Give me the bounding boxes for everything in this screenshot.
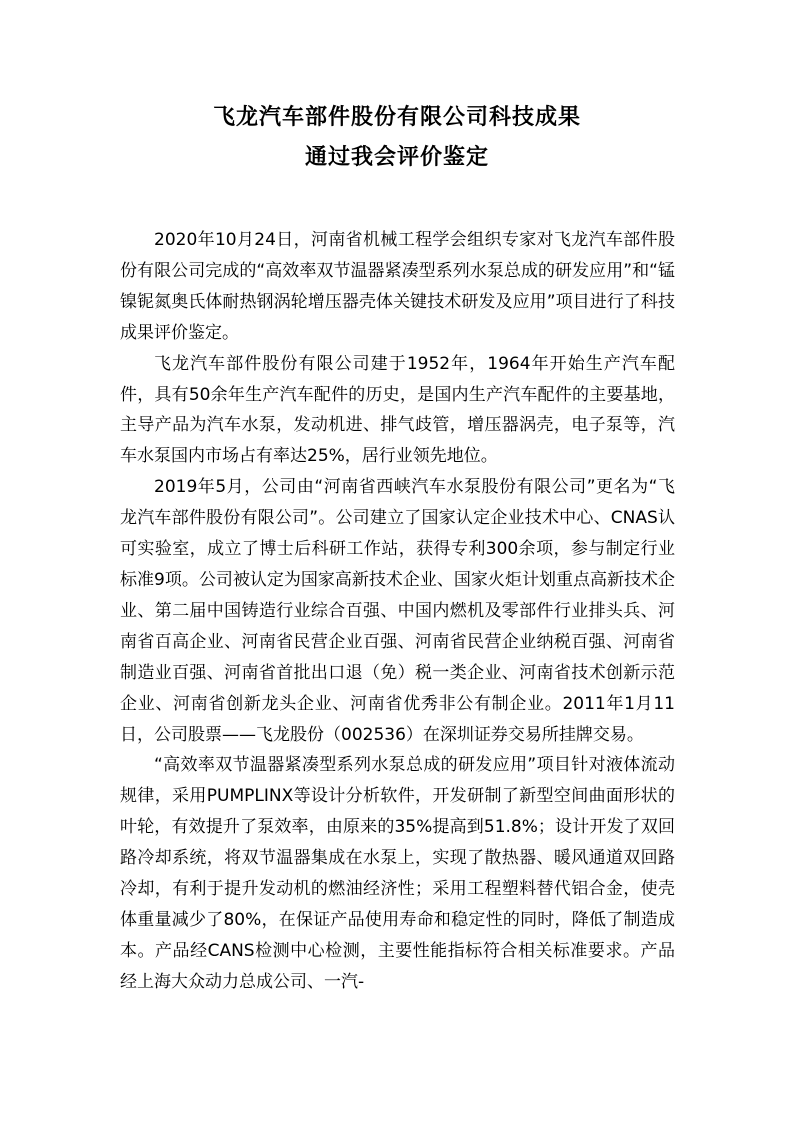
document-body (120, 225, 675, 998)
document-title (0, 98, 794, 178)
title-line-1: 飞龙汽车部件股份有限公司科技成果 (212, 105, 581, 130)
paragraph-3: 2019年5月，公司由“河南省西峡汽车水泵股份有限公司”更名为“飞龙汽车部件股份有限公司”。公司建立了国家认定企业技术中心、CNAS认可实验室，成立了博士后科研工作站，获得专利300余项，参与制定行业标准9项。公司被认定为国家高新技术企业、国家火炬计划重点高新技术企业、第二届中国铸造行业综合百强、中国内燃机及零部件行业排头兵、河南省百高企业、河南省民营企业百强、河南省民营企业纳税百强、河南省制造业百强、河南省首批出口退（免）税一类企业、河南省技术创新示范企业、河南省创新龙头企业、河南省优秀非公有制企业。2011年1月11日，公司股票——飞龙股份（002536）在深圳证券交易所挂牌交易。 (120, 477, 675, 745)
paragraph-1: 2020年10月24日，河南省机械工程学会组织专家对飞龙汽车部件股份有限公司完成的“高效率双节温器紧凑型系列水泵总成的研发应用”和“锰镍铌氮奥氏体耐热钢涡轮增压器壳体关键技术研发及应用”项目进行了科技成果评价鉴定。 (120, 230, 675, 343)
title-line-2: 通过我会评价鉴定 (304, 145, 489, 170)
paragraph-4: “高效率双节温器紧凑型系列水泵总成的研发应用”项目针对液体流动规律，采用PUMPLINX等设计分析软件，开发研制了新型空间曲面形状的叶轮，有效提升了泵效率，由原来的35%提高到51.8%；设计开发了双回路冷却系统，将双节温器集成在水泵上，实现了散热器、暖风通道双回路冷却，有利于提升发动机的燃油经济性；采用工程塑料替代铝合金，使壳体重量减少了80%，在保证产品使用寿命和稳定性的同时，降低了制造成本。产品经CANS检测中心检测，主要性能指标符合相关标准要求。产品经上海大众动力总成公司、一汽- (120, 755, 675, 992)
paragraph-2: 飞龙汽车部件股份有限公司建于1952年，1964年开始生产汽车配件，具有50余年生产汽车配件的历史，是国内生产汽车配件的主要基地，主导产品为汽车水泵，发动机进、排气歧管，增压器涡壳，电子泵等，汽车水泵国内市场占有率达25%，居行业领先地位。 (120, 353, 675, 467)
